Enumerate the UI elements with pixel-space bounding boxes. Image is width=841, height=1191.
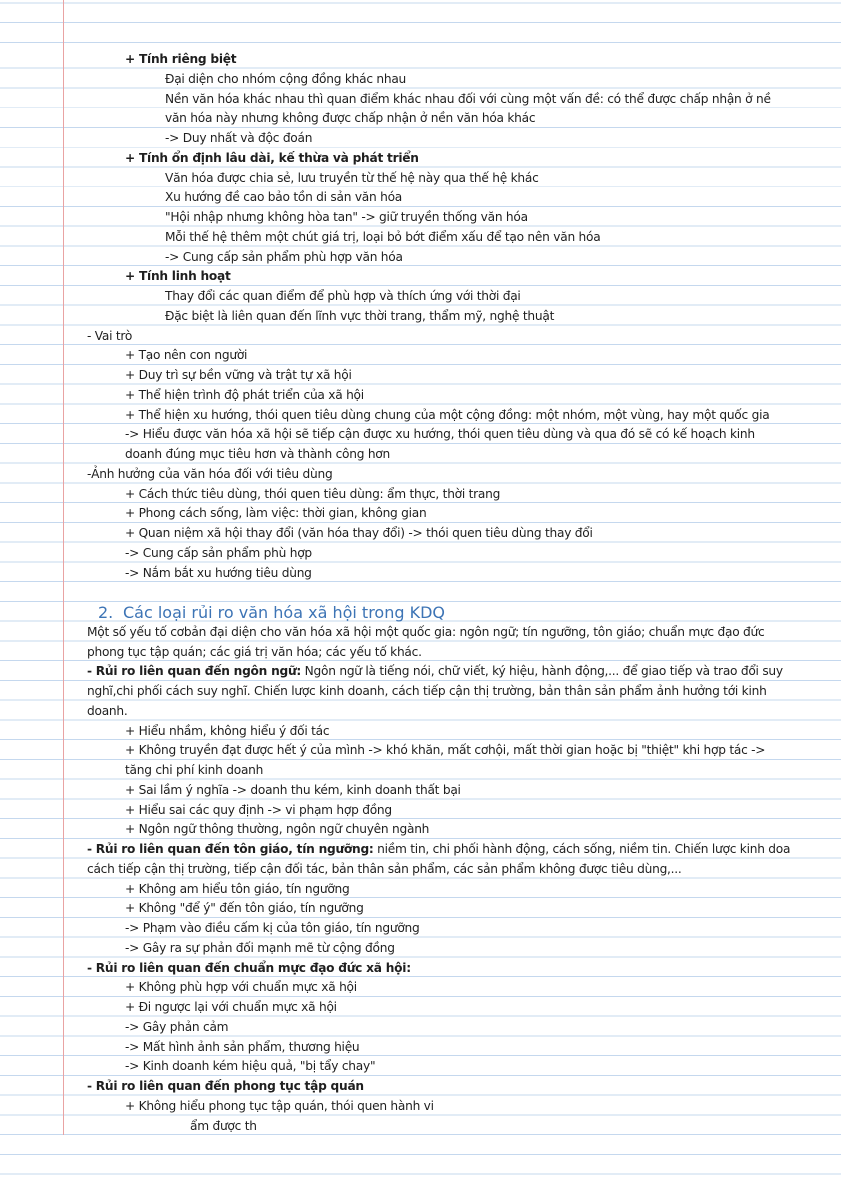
text-line bbox=[0, 149, 841, 169]
text-line bbox=[0, 623, 841, 643]
text-line bbox=[0, 820, 841, 840]
text-line bbox=[0, 169, 841, 189]
line-text: + Không "để ý" đến tôn giáo, tín ngưỡng bbox=[125, 901, 364, 916]
line-text: -> Duy nhất và độc đoán bbox=[165, 131, 313, 145]
text-line bbox=[0, 1097, 841, 1117]
line-text: + Không truyền đạt được hết ý của mình -> khó khăn, mất cơhội, mất thời gian hoặc bị "thiệt" khi hợp tác -> bbox=[125, 743, 766, 758]
line-text: + Đi ngược lại với chuẩn mực xã hội bbox=[125, 1000, 337, 1014]
text-line bbox=[0, 188, 841, 208]
line-text: + Tính riêng biệt bbox=[125, 52, 237, 66]
line-text: -Ảnh hưởng của văn hóa đối với tiêu dùng bbox=[87, 466, 333, 481]
line-text: niềm tin, chi phối hành động, cách sống, niềm tin. Chiến lược kinh doa bbox=[373, 842, 791, 856]
line-text: nghĩ,chi phối cách suy nghĩ. Chiến lược kinh doanh, cách tiếp cận thị trường, bản thân sản phẩm ảnh hưởng tới kinh bbox=[87, 684, 767, 698]
line-text: -> Gây phản cảm bbox=[125, 1019, 229, 1034]
line-text: + Duy trì sự bền vững và trật tự xã hội bbox=[125, 368, 352, 382]
line-text: + Tạo nên con người bbox=[125, 348, 248, 363]
text-line bbox=[0, 880, 841, 900]
section-heading bbox=[0, 583, 841, 623]
text-line bbox=[0, 860, 841, 880]
line-text: Đặc biệt là liên quan đến lĩnh vực thời trang, thẩm mỹ, nghệ thuật bbox=[165, 308, 555, 323]
text-line bbox=[0, 524, 841, 544]
line-text: Văn hóa được chia sẻ, lưu truyền từ thế hệ này qua thế hệ khác bbox=[165, 170, 539, 185]
line-text: -> Mất hình ảnh sản phẩm, thương hiệu bbox=[125, 1039, 360, 1054]
line-text: ẩm được th bbox=[190, 1118, 257, 1133]
text-line bbox=[0, 504, 841, 524]
text-line bbox=[0, 228, 841, 248]
line-text: + Phong cách sống, làm việc: thời gian, không gian bbox=[125, 506, 427, 521]
text-line bbox=[0, 761, 841, 781]
line-text: + Cách thức tiêu dùng, thói quen tiêu dùng: ẩm thực, thời trang bbox=[125, 486, 501, 501]
text-line bbox=[0, 899, 841, 919]
text-line bbox=[0, 939, 841, 959]
text-line bbox=[0, 959, 841, 979]
text-line bbox=[0, 346, 841, 366]
line-text: Ngôn ngữ là tiếng nói, chữ viết, ký hiệu, hành động,... để giao tiếp và trao đổi suy bbox=[301, 664, 783, 679]
line-text: -> Hiểu được văn hóa xã hội sẽ tiếp cận được xu hướng, thói quen tiêu dùng và qua đó sẽ có kế hoạch kinh bbox=[125, 427, 755, 442]
line-text: Đại diện cho nhóm cộng đồng khác nhau bbox=[165, 71, 407, 86]
line-text: Xu hướng đề cao bảo tồn di sản văn hóa bbox=[165, 190, 403, 205]
line-text: - Rủi ro liên quan đến phong tục tập quán bbox=[87, 1079, 364, 1093]
text-line bbox=[0, 702, 841, 722]
line-text: + Hiểu nhầm, không hiểu ý đối tác bbox=[125, 723, 330, 738]
text-line bbox=[0, 564, 841, 584]
text-line bbox=[0, 50, 841, 70]
text-line bbox=[0, 366, 841, 386]
line-text: cách tiếp cận thị trường, tiếp cận đối tác, bản thân sản phẩm, các sản phẩm không được tiêu dùng,... bbox=[87, 861, 682, 876]
text-line bbox=[0, 722, 841, 742]
text-line bbox=[0, 781, 841, 801]
text-line bbox=[0, 406, 841, 426]
section-title: Các loại rủi ro văn hóa xã hội trong KDQ bbox=[123, 603, 445, 622]
line-text: + Không hiểu phong tục tập quán, thói quen hành vi bbox=[125, 1098, 434, 1113]
line-text: + Tính ổn định lâu dài, kế thừa và phát triển bbox=[125, 150, 419, 165]
text-line bbox=[0, 70, 841, 90]
text-line bbox=[0, 327, 841, 347]
document-page bbox=[0, 50, 841, 1136]
line-text: + Tính linh hoạt bbox=[125, 269, 231, 284]
text-line bbox=[0, 109, 841, 129]
text-line bbox=[0, 307, 841, 327]
line-text: doanh. bbox=[87, 703, 128, 718]
text-line bbox=[0, 1117, 841, 1137]
line-text: -> Kinh doanh kém hiệu quả, "bị tẩy chay" bbox=[125, 1059, 376, 1074]
text-line bbox=[0, 465, 841, 485]
text-line bbox=[0, 998, 841, 1018]
line-text: Thay đổi các quan điểm để phù hợp và thích ứng với thời đại bbox=[165, 289, 521, 303]
line-text: Mỗi thế hệ thêm một chút giá trị, loại bỏ bớt điểm xấu để tạo nên văn hóa bbox=[165, 229, 601, 244]
risk-label: - Rủi ro liên quan đến tôn giáo, tín ngưỡng: bbox=[87, 842, 374, 856]
line-text: + Không am hiểu tôn giáo, tín ngưỡng bbox=[125, 881, 350, 896]
text-line bbox=[0, 919, 841, 939]
text-line bbox=[0, 643, 841, 663]
text-line bbox=[0, 662, 841, 682]
line-text: + Sai lầm ý nghĩa -> doanh thu kém, kinh doanh thất bại bbox=[125, 782, 461, 797]
line-text: -> Cung cấp sản phẩm phù hợp văn hóa bbox=[165, 249, 403, 264]
text-line bbox=[0, 425, 841, 445]
line-text: Nền văn hóa khác nhau thì quan điểm khác nhau đối với cùng một vấn đề: có thể được chấp nhận ở nề bbox=[165, 91, 771, 106]
text-line bbox=[0, 1038, 841, 1058]
text-line bbox=[0, 267, 841, 287]
text-line bbox=[0, 801, 841, 821]
line-text: - Vai trò bbox=[87, 328, 133, 343]
line-text: doanh đúng mục tiêu hơn và thành công hơn bbox=[125, 447, 390, 461]
line-text: + Hiểu sai các quy định -> vi phạm hợp đồng bbox=[125, 802, 392, 817]
line-text: -> Gây ra sự phản đối mạnh mẽ từ cộng đồng bbox=[125, 940, 395, 955]
line-text: Một số yếu tố cơbản đại diện cho văn hóa xã hội một quốc gia: ngôn ngữ; tín ngưỡng, tôn giáo; chuẩn mực đạo đức bbox=[87, 624, 765, 639]
text-line bbox=[0, 1018, 841, 1038]
line-text: + Ngôn ngữ thông thường, ngôn ngữ chuyên ngành bbox=[125, 822, 430, 837]
line-text: -> Nắm bắt xu hướng tiêu dùng bbox=[125, 565, 312, 580]
text-line bbox=[0, 485, 841, 505]
text-line bbox=[0, 741, 841, 761]
line-text: phong tục tập quán; các giá trị văn hóa; các yếu tố khác. bbox=[87, 644, 422, 659]
line-text: + Không phù hợp với chuẩn mực xã hội bbox=[125, 980, 357, 995]
text-line bbox=[0, 208, 841, 228]
line-text: tăng chi phí kinh doanh bbox=[125, 763, 264, 777]
line-text: + Quan niệm xã hội thay đổi (văn hóa thay đổi) -> thói quen tiêu dùng thay đổi bbox=[125, 526, 593, 540]
line-text: -> Phạm vào điều cấm kị của tôn giáo, tín ngưỡng bbox=[125, 921, 420, 935]
text-line bbox=[0, 682, 841, 702]
line-text: + Thể hiện trình độ phát triển của xã hội bbox=[125, 387, 364, 402]
text-line bbox=[0, 248, 841, 268]
line-text: "Hội nhập nhưng không hòa tan" -> giữ truyền thống văn hóa bbox=[165, 210, 528, 224]
text-line bbox=[0, 1057, 841, 1077]
risk-label: - Rủi ro liên quan đến ngôn ngữ: bbox=[87, 664, 302, 679]
section-number: 2. bbox=[98, 603, 114, 622]
line-text: văn hóa này nhưng không được chấp nhận ở nền văn hóa khác bbox=[165, 111, 536, 126]
line-text: -> Cung cấp sản phẩm phù hợp bbox=[125, 545, 312, 560]
text-line bbox=[0, 1077, 841, 1097]
text-line bbox=[0, 386, 841, 406]
text-line bbox=[0, 978, 841, 998]
text-line bbox=[0, 129, 841, 149]
line-text: - Rủi ro liên quan đến chuẩn mực đạo đức xã hội: bbox=[87, 960, 411, 975]
text-line bbox=[0, 287, 841, 307]
line-text: + Thể hiện xu hướng, thói quen tiêu dùng chung của một cộng đồng: một nhóm, một vùng, hay một quốc gia bbox=[125, 407, 770, 422]
text-line bbox=[0, 90, 841, 110]
text-line bbox=[0, 840, 841, 860]
text-line bbox=[0, 544, 841, 564]
text-line bbox=[0, 445, 841, 465]
